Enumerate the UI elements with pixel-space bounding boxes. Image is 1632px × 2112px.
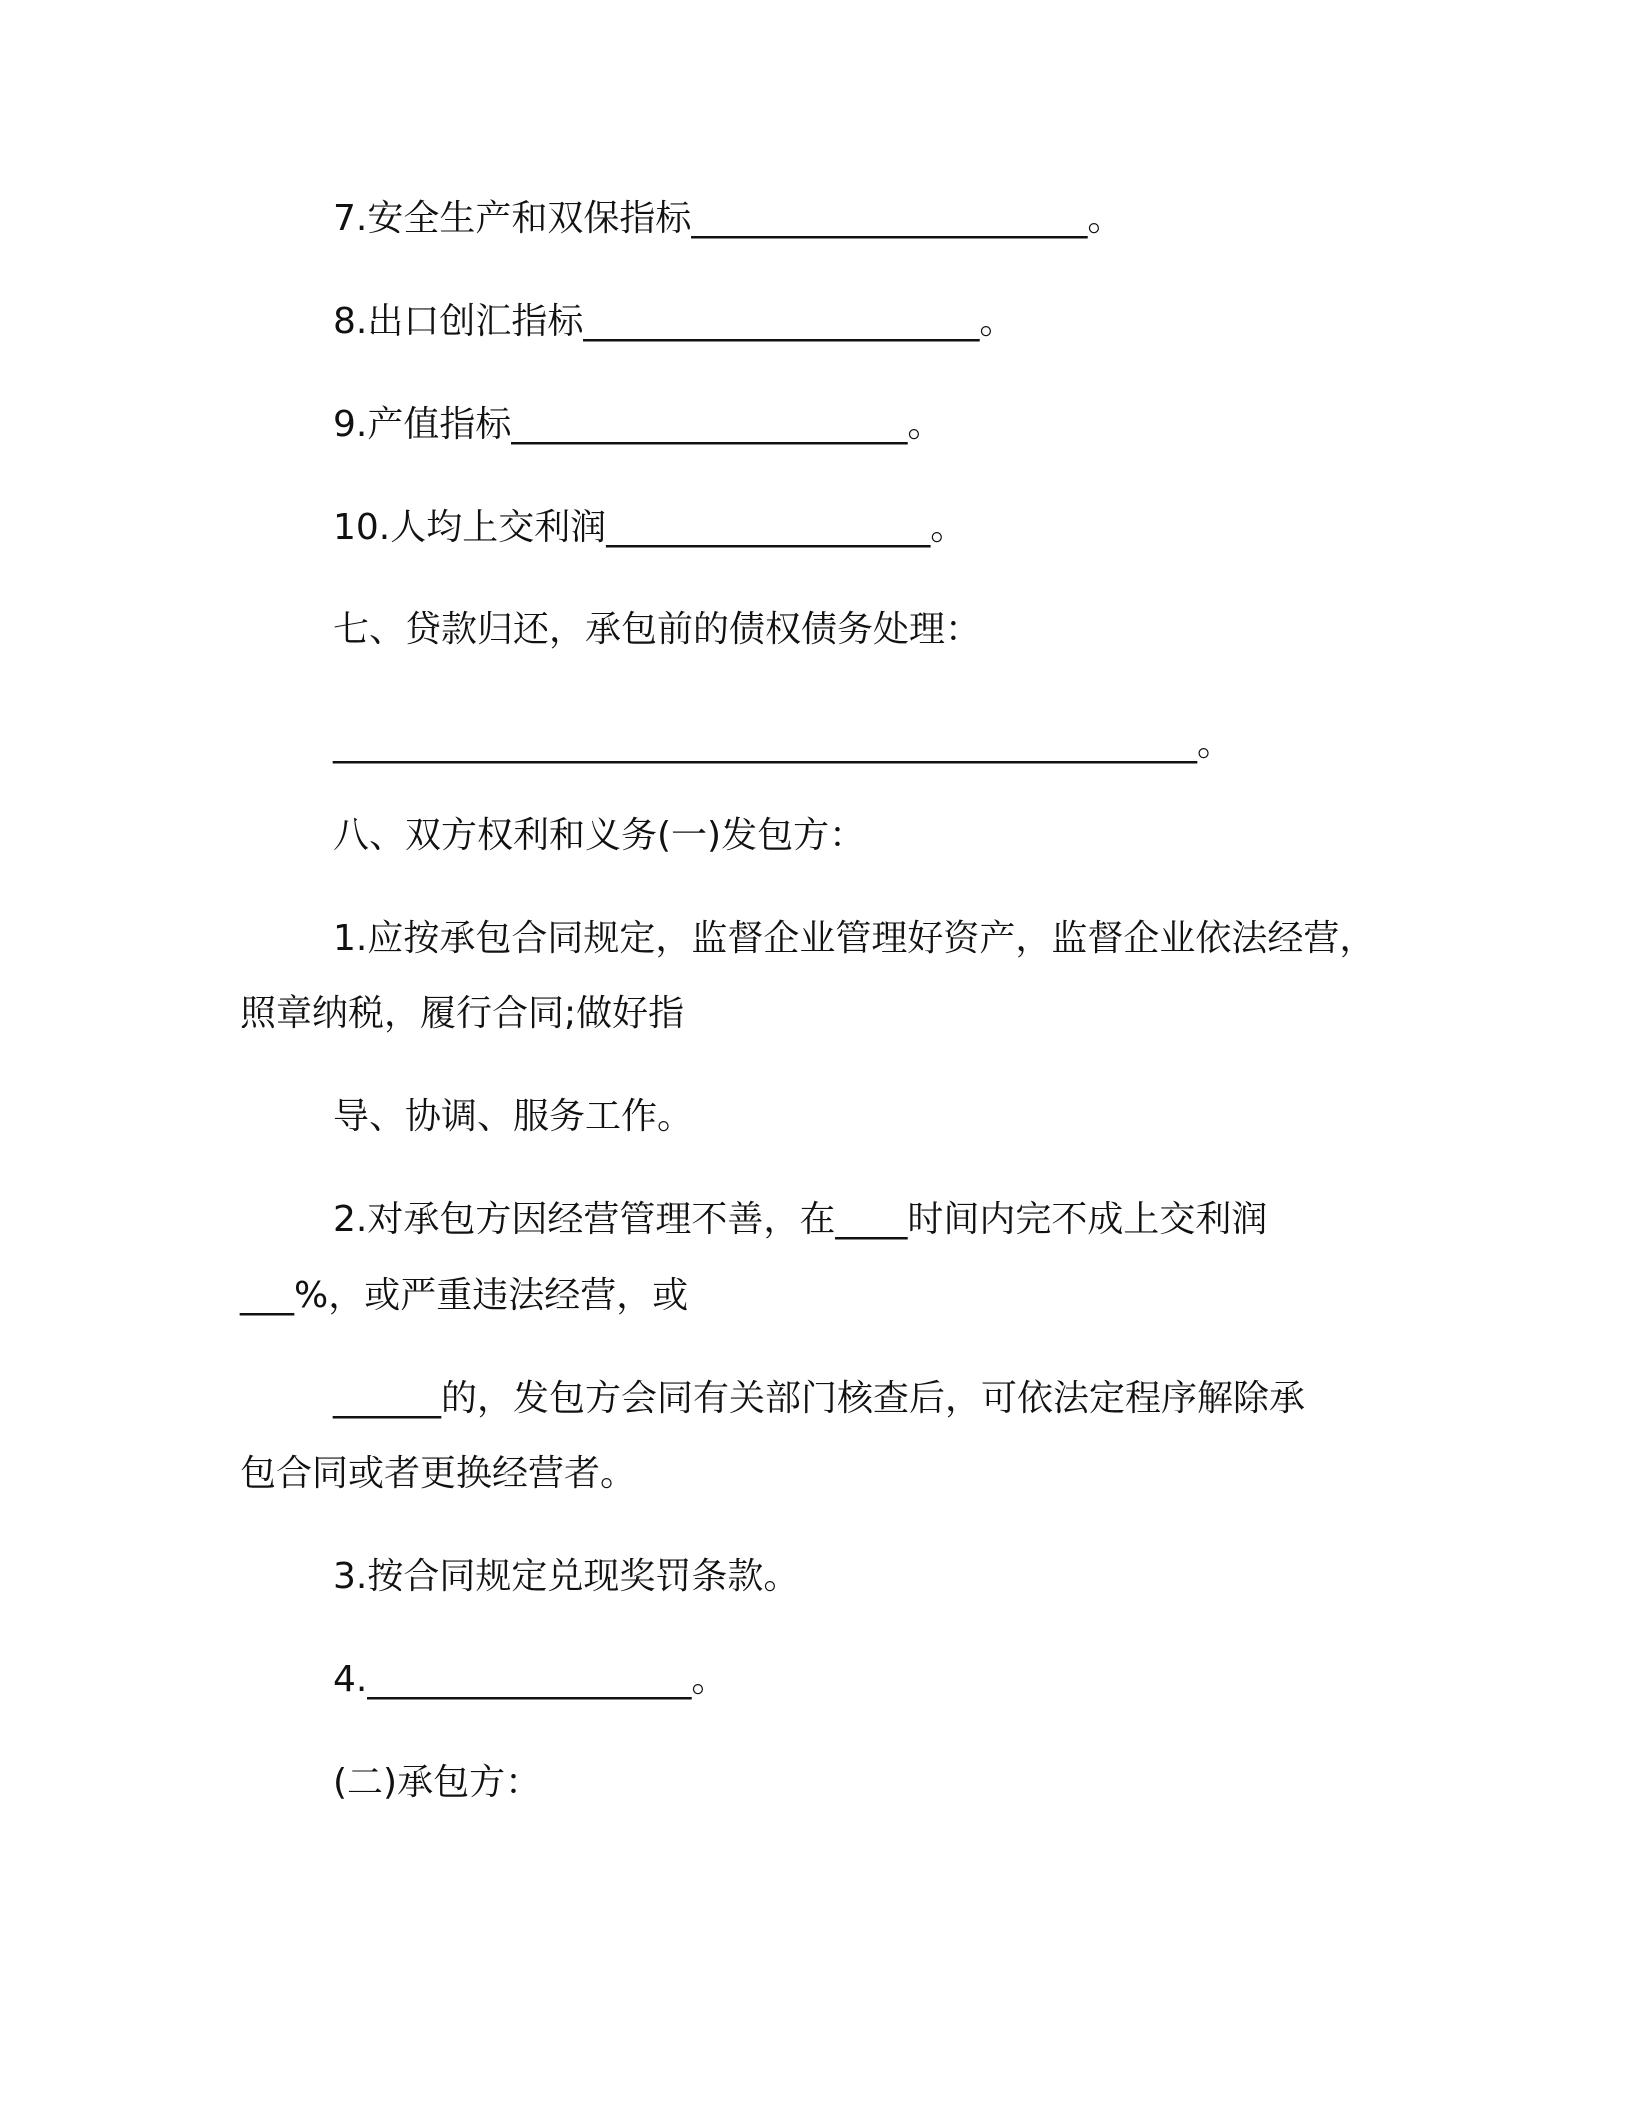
clause-2-line-2: ___%，或严重违法经营，或: [240, 1275, 689, 1316]
clause-4: 4.__________________。: [333, 1659, 728, 1700]
clause-2-line-1: 2.对承包方因经营管理不善，在____时间内完不成上交利润: [333, 1199, 1268, 1240]
item-8-export-indicator: 8.出口创汇指标______________________。: [333, 301, 1016, 342]
item-7-safety-indicator: 7.安全生产和双保指标______________________。: [333, 198, 1124, 239]
clause-2-line-4: 包合同或者更换经营者。: [240, 1453, 637, 1494]
contractor-heading: (二)承包方：: [333, 1762, 542, 1803]
clause-3: 3.按合同规定兑现奖罚条款。: [333, 1556, 800, 1597]
clause-2-line-3: ______的，发包方会同有关部门核查后，可依法定程序解除承: [333, 1378, 1306, 1419]
item-9-output-indicator: 9.产值指标______________________。: [333, 404, 944, 445]
section-8-heading: 八、双方权利和义务(一)发包方：: [333, 815, 866, 856]
clause-1-line-1: 1.应按承包合同规定，监督企业管理好资产，监督企业依法经营，: [333, 918, 1376, 959]
section-7-blank-line: ________________________________________________。: [333, 723, 1233, 764]
clause-1-line-2: 照章纳税，履行合同;做好指: [240, 993, 685, 1034]
section-7-heading: 七、贷款归还，承包前的债权债务处理：: [333, 609, 982, 650]
clause-1-line-3: 导、协调、服务工作。: [333, 1096, 694, 1137]
item-10-profit-indicator: 10.人均上交利润__________________。: [333, 507, 967, 548]
